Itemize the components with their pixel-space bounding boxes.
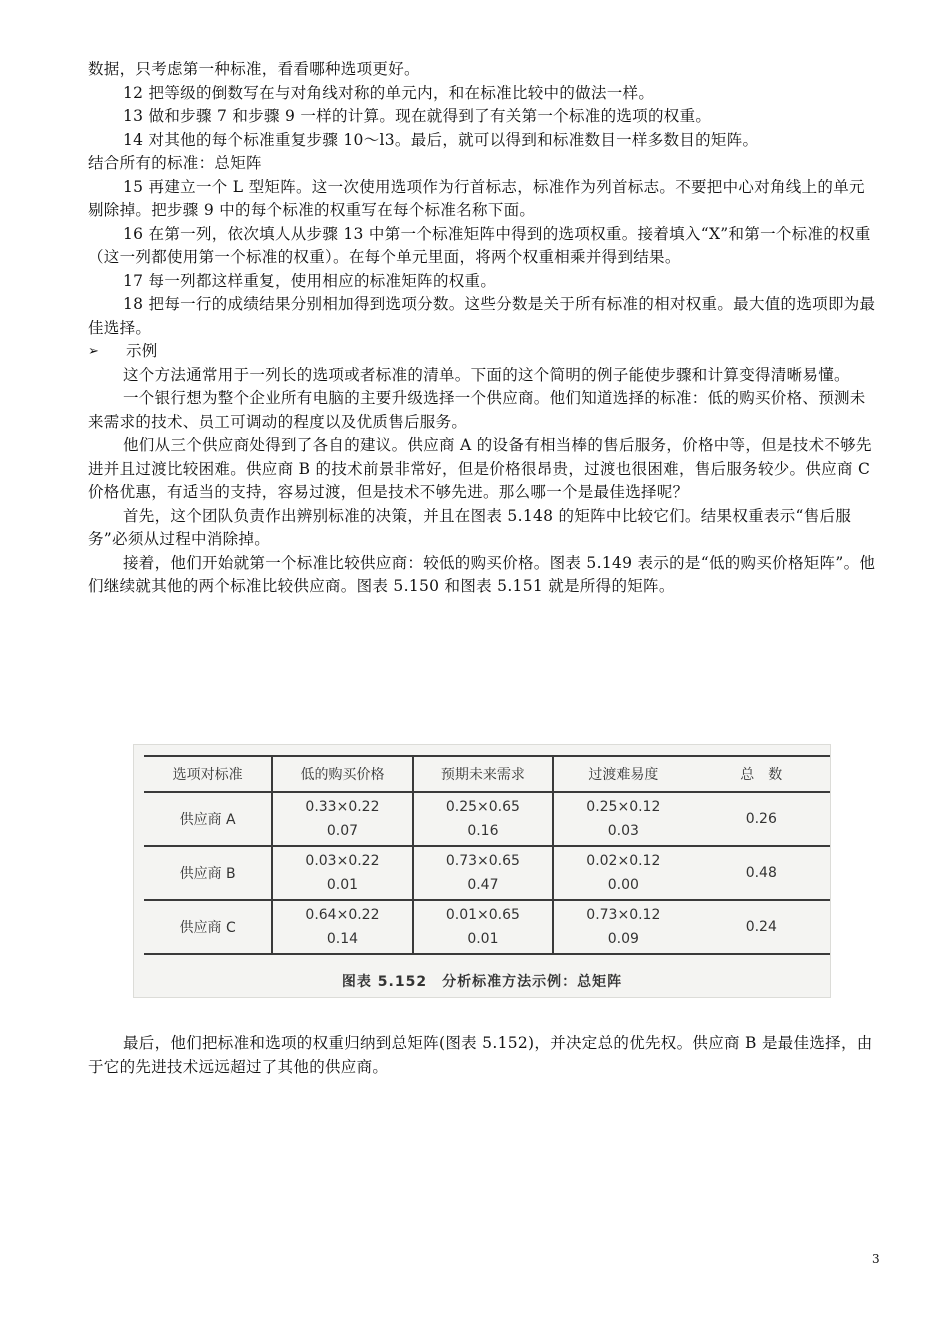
paragraph: 他们从三个供应商处得到了各自的建议。供应商 A 的设备有相当棒的售后服务，价格中等，但是技术不够先进并且过渡比较困难。供应商 B 的技术前景非常好，但是价格很昂贵，过渡也很困难，售后服务较少。供应商 C 价格优惠，有适当的支持，容易过渡，但是技术不够先进。那么哪一个是最佳选择呢？ [88, 436, 872, 501]
paragraph: 12 把等级的倒数写在与对角线对称的单元内，和在标准比较中的做法一样。 [123, 83, 655, 102]
paragraph: 14 对其他的每个标准重复步骤 10～l3。最后，就可以得到和标准数目一样多数目的矩阵。 [123, 130, 759, 149]
paragraph: 15 再建立一个 L 型矩阵。这一次使用选项作为行首标志，标准作为列首标志。不要把中心对角线上的单元剔除掉。把步骤 9 中的每个标准的权重写在每个标准名称下面。 [88, 177, 865, 219]
table-row [144, 846, 830, 900]
total-matrix-table [144, 755, 830, 955]
table-cell [553, 900, 692, 954]
row-label: 供应商 A [144, 792, 272, 846]
cell-result: 0.07 [326, 823, 359, 839]
table-row [144, 792, 830, 846]
table-cell [553, 792, 692, 846]
cell-result: 0.01 [326, 877, 359, 893]
paragraph: 最后，他们把标准和选项的权重归纳到总矩阵(图表 5.152)，并决定总的优先权。供应商 B 是最佳选择，由于它的先进技术远远超过了其他的供应商。 [88, 1034, 873, 1076]
cell-calculation: 0.64×0.22 [305, 907, 380, 923]
row-total: 0.24 [693, 900, 830, 954]
table-cell [413, 900, 553, 954]
figure-caption: 图表 5.152 分析标准方法示例：总矩阵 [341, 974, 623, 990]
cell-calculation: 0.33×0.22 [305, 799, 380, 815]
header-cell: 预期未来需求 [413, 756, 553, 792]
table-cell [413, 792, 553, 846]
header-cell: 低的购买价格 [272, 756, 412, 792]
header-cell: 过渡难易度 [553, 756, 692, 792]
cell-result: 0.00 [607, 877, 639, 893]
paragraph: 数据，只考虑第一种标准，看看哪种选项更好。 [88, 60, 420, 78]
cell-result: 0.14 [326, 931, 359, 947]
bullet-heading [88, 340, 880, 364]
cell-calculation: 0.01×0.65 [445, 907, 520, 923]
cell-result: 0.03 [607, 823, 639, 839]
table-cell [272, 900, 412, 954]
page-number: 3 [872, 1252, 880, 1266]
row-label: 供应商 B [144, 846, 272, 900]
cell-calculation: 0.25×0.65 [445, 799, 520, 815]
paragraph: 18 把每一行的成绩结果分别相加得到选项分数。这些分数是关于所有标准的相对权重。最大值的选项即为最佳选择。 [88, 295, 876, 337]
cell-calculation: 0.25×0.12 [586, 799, 661, 815]
closing-text [88, 1032, 880, 1079]
cell-result: 0.09 [607, 931, 639, 947]
paragraph: 13 做和步骤 7 和步骤 9 一样的计算。现在就得到了有关第一个标准的选项的权重。 [123, 107, 712, 125]
paragraph: 这个方法通常用于一列长的选项或者标准的清单。下面的这个简明的例子能使步骤和计算变得清晰易懂。 [123, 365, 850, 384]
cell-result: 0.16 [467, 823, 499, 839]
paragraph: 17 每一列都这样重复，使用相应的标准矩阵的权重。 [123, 271, 497, 290]
row-label: 供应商 C [144, 900, 272, 954]
arrow-bullet-icon: ➢ [88, 344, 100, 359]
header-cell: 选项对标准 [144, 756, 272, 792]
row-total: 0.26 [693, 792, 830, 846]
paragraph: 一个银行想为整个企业所有电脑的主要升级选择一个供应商。他们知道选择的标准：低的购买价格、预测未来需求的技术、员工可调动的程度以及优质售后服务。 [88, 389, 866, 431]
row-total: 0.48 [693, 846, 830, 900]
table-cell [553, 846, 692, 900]
table-cell [272, 792, 412, 846]
cell-result: 0.47 [467, 877, 499, 893]
cell-result: 0.01 [467, 931, 499, 947]
cell-calculation: 0.73×0.65 [445, 853, 520, 869]
cell-calculation: 0.02×0.12 [586, 853, 661, 869]
table-header-row [144, 756, 830, 792]
section-subheading: 结合所有的标准：总矩阵 [88, 154, 262, 172]
header-cell: 总 数 [693, 756, 830, 792]
table-cell [413, 846, 553, 900]
total-matrix-figure [133, 744, 831, 998]
body-text [88, 58, 880, 599]
table-row [144, 900, 830, 954]
cell-calculation: 0.73×0.12 [586, 907, 661, 923]
cell-calculation: 0.03×0.22 [305, 853, 380, 869]
paragraph: 接着，他们开始就第一个标准比较供应商：较低的购买价格。图表 5.149 表示的是“低的购买价格矩阵”。他们继续就其他的两个标准比较供应商。图表 5.150 和图表 5.151 就是所得的矩阵。 [88, 553, 876, 595]
table-cell [272, 846, 412, 900]
paragraph: 16 在第一列，依次填人从步骤 13 中第一个标准矩阵中得到的选项权重。接着填入“X”和第一个标准的权重（这一列都使用第一个标准的权重）。在每个单元里面，将两个权重相乘并得到结果。 [88, 224, 871, 266]
paragraph: 首先，这个团队负责作出辨别标准的决策，并且在图表 5.148 的矩阵中比较它们。结果权重表示“售后服务”必须从过程中消除掉。 [88, 506, 852, 548]
bullet-heading-label: 示例 [126, 342, 158, 360]
